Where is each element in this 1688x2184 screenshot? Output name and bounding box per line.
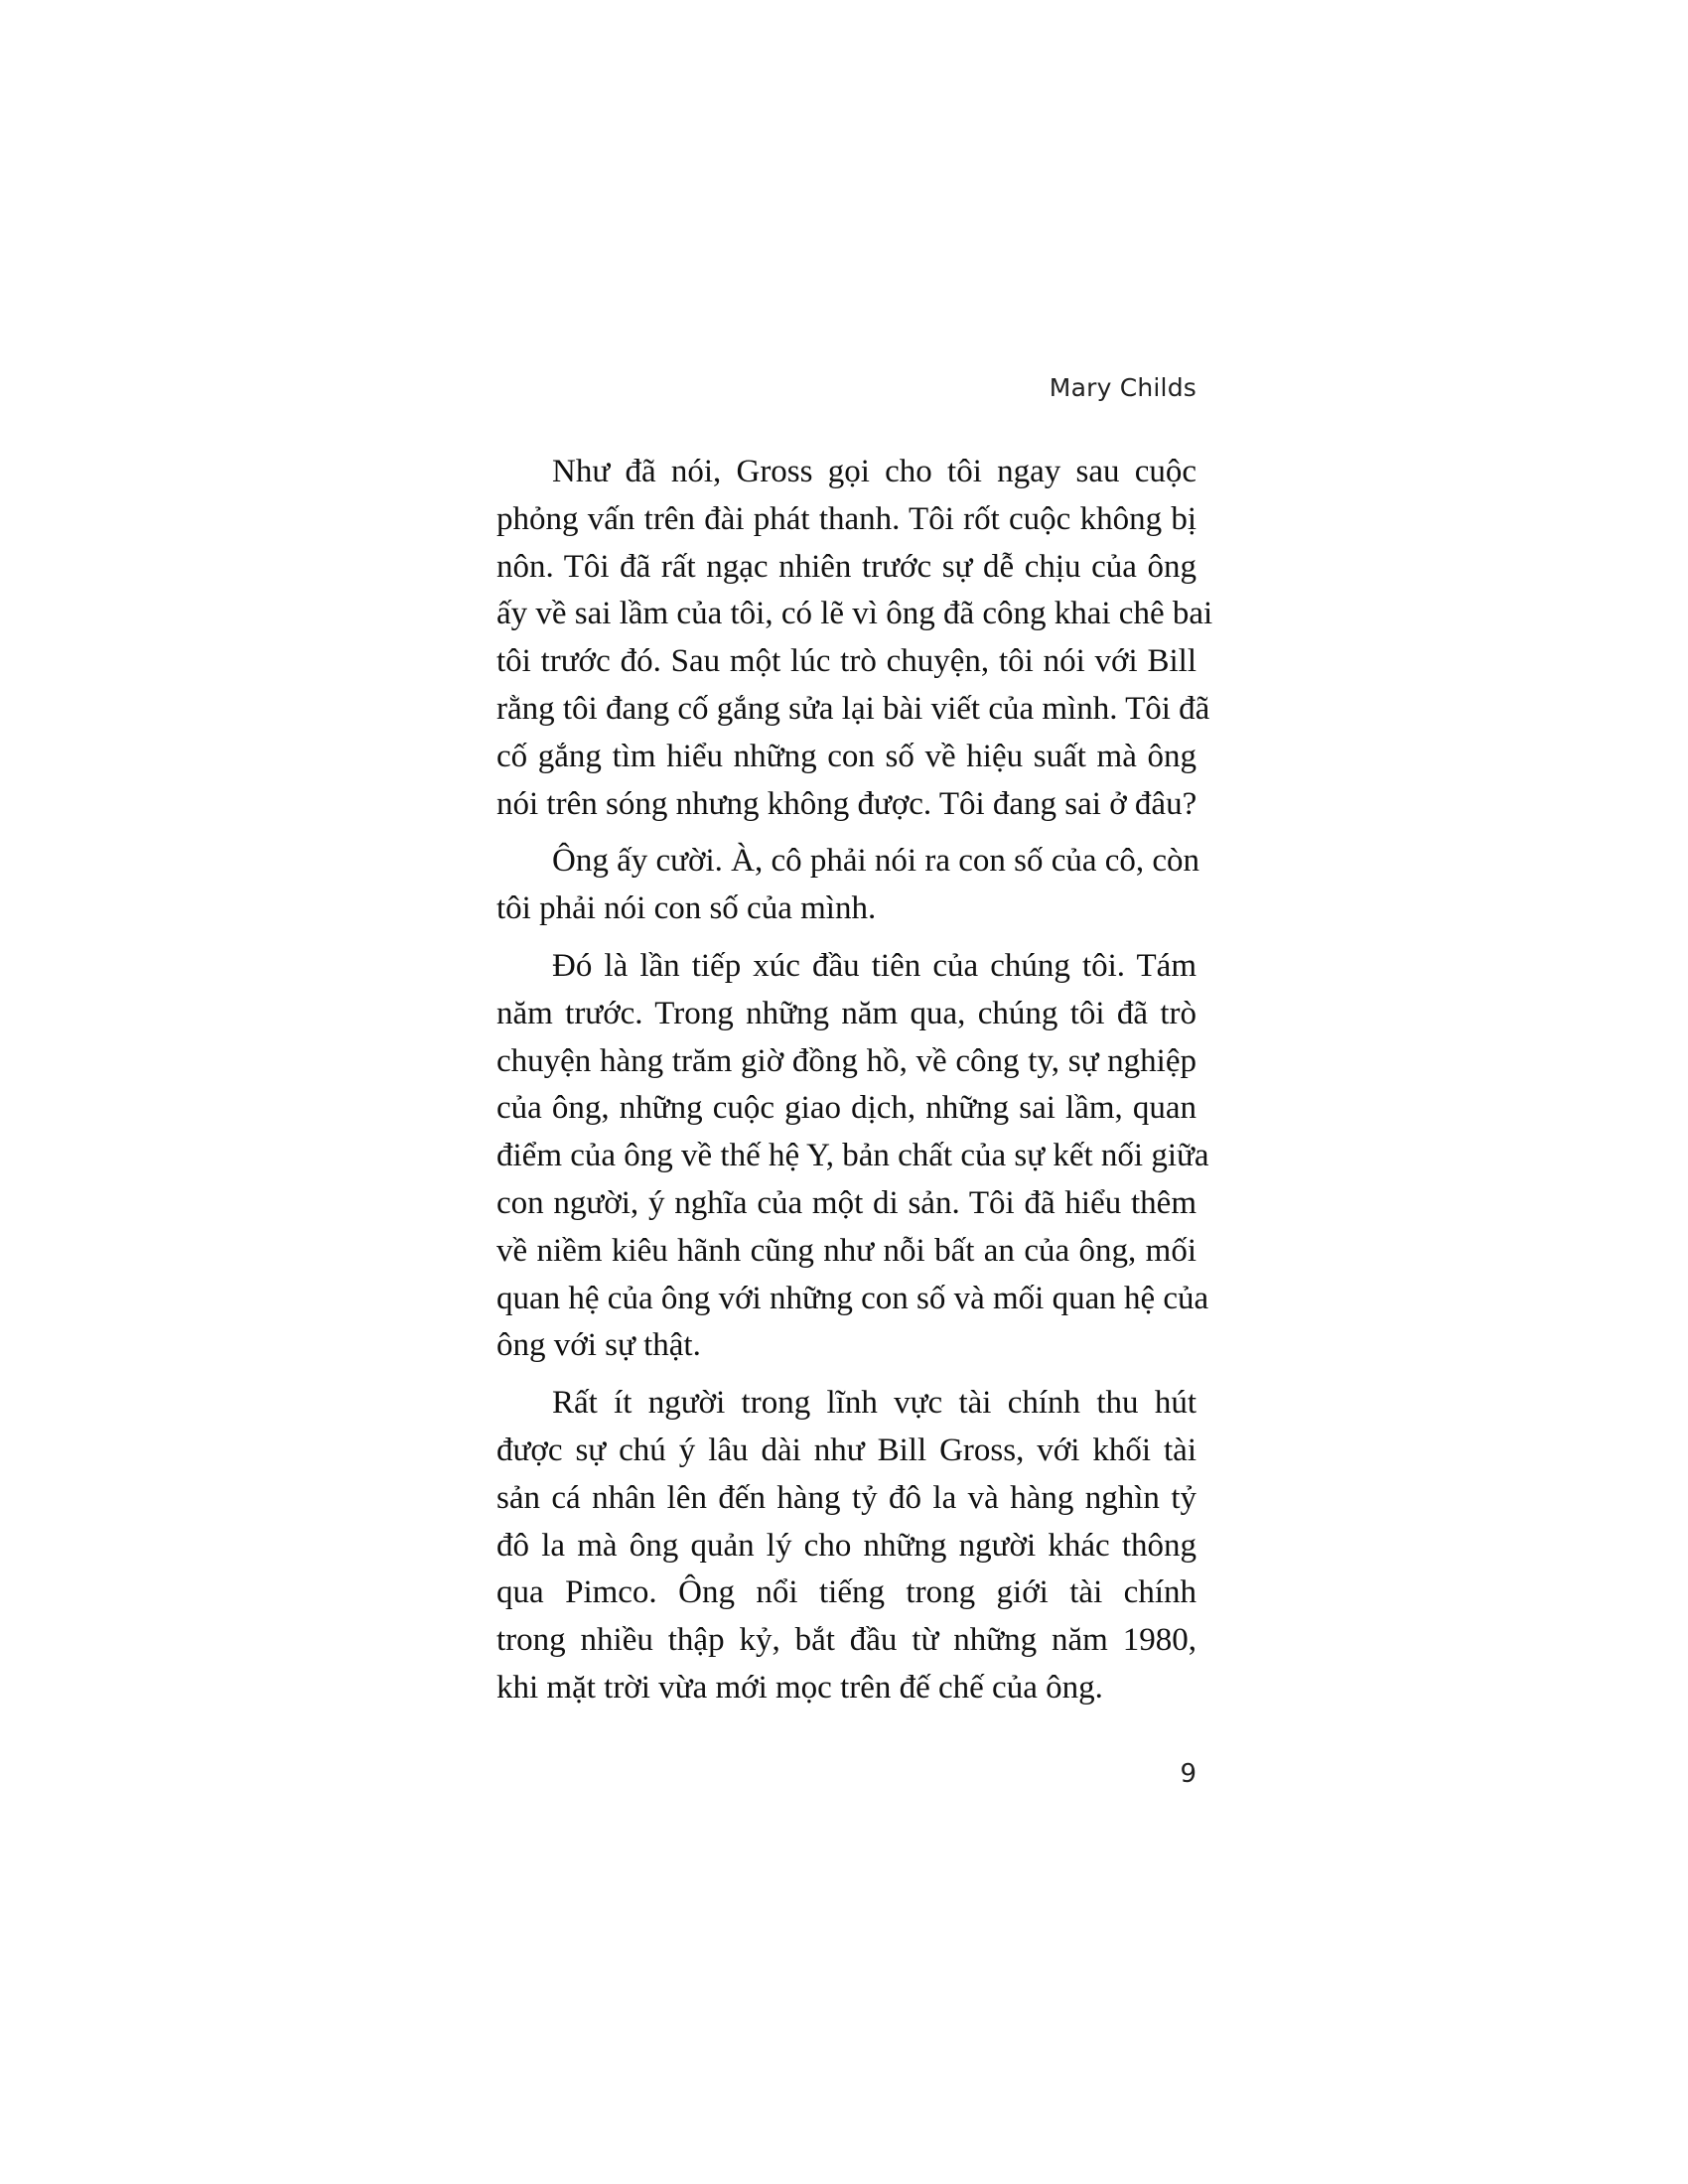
paragraph <box>496 943 1209 1370</box>
text-line: nói trên sóng nhưng không được. Tôi đang sai ở đâu? <box>496 785 1197 822</box>
text-line: trong nhiều thập kỷ, bắt đầu từ những năm 1980, <box>496 1622 1196 1659</box>
text-line: Rất ít người trong lĩnh vực tài chính thu hút <box>552 1385 1196 1422</box>
text-line: Đó là lần tiếp xúc đầu tiên của chúng tôi. Tám <box>552 947 1196 984</box>
paragraph <box>496 838 1200 933</box>
text-line: ông với sự thật. <box>496 1327 701 1364</box>
text-line: ấy về sai lầm của tôi, có lẽ vì ông đã công khai chê bai <box>496 596 1213 632</box>
text-line: cố gắng tìm hiểu những con số về hiệu suất mà ông <box>496 738 1196 774</box>
text-line: của ông, những cuộc giao dịch, những sai lầm, quan <box>496 1090 1196 1127</box>
paragraph <box>496 1380 1196 1712</box>
text-line: chuyện hàng trăm giờ đồng hồ, về công ty, sự nghiệp <box>496 1042 1196 1079</box>
text-line: con người, ý nghĩa của một di sản. Tôi đã hiểu thêm <box>496 1184 1196 1221</box>
text-line: năm trước. Trong những năm qua, chúng tôi đã trò <box>496 995 1196 1031</box>
text-line: rằng tôi đang cố gắng sửa lại bài viết của mình. Tôi đã <box>496 690 1210 727</box>
text-line: tôi trước đó. Sau một lúc trò chuyện, tôi nói với Bill <box>496 643 1196 680</box>
text-line: về niềm kiêu hãnh cũng như nỗi bất an của ông, mối <box>496 1232 1196 1269</box>
paragraph <box>496 449 1213 828</box>
text-line: sản cá nhân lên đến hàng tỷ đô la và hàng nghìn tỷ <box>496 1479 1196 1516</box>
text-line: phỏng vấn trên đài phát thanh. Tôi rốt cuộc không bị <box>496 500 1196 537</box>
running-head-author: Mary Childs <box>1049 373 1196 402</box>
text-line: tôi phải nói con số của mình. <box>496 890 877 927</box>
text-line: Như đã nói, Gross gọi cho tôi ngay sau cuộc <box>552 454 1196 489</box>
text-line: nôn. Tôi đã rất ngạc nhiên trước sự dễ chịu của ông <box>496 548 1196 585</box>
text-line: đô la mà ông quản lý cho những người khác thông <box>496 1527 1196 1564</box>
page-number: 9 <box>1180 1759 1196 1789</box>
text-line: quan hệ của ông với những con số và mối quan hệ của <box>496 1280 1209 1316</box>
text-line: khi mặt trời vừa mới mọc trên đế chế của ông. <box>496 1669 1103 1706</box>
text-line: điểm của ông về thế hệ Y, bản chất của sự kết nối giữa <box>496 1138 1209 1174</box>
body-text <box>496 449 1213 1722</box>
text-line: được sự chú ý lâu dài như Bill Gross, với khối tài <box>496 1432 1196 1468</box>
text-line: qua Pimco. Ông nổi tiếng trong giới tài chính <box>496 1574 1196 1611</box>
text-line: Ông ấy cười. À, cô phải nói ra con số của cô, còn <box>552 843 1200 880</box>
